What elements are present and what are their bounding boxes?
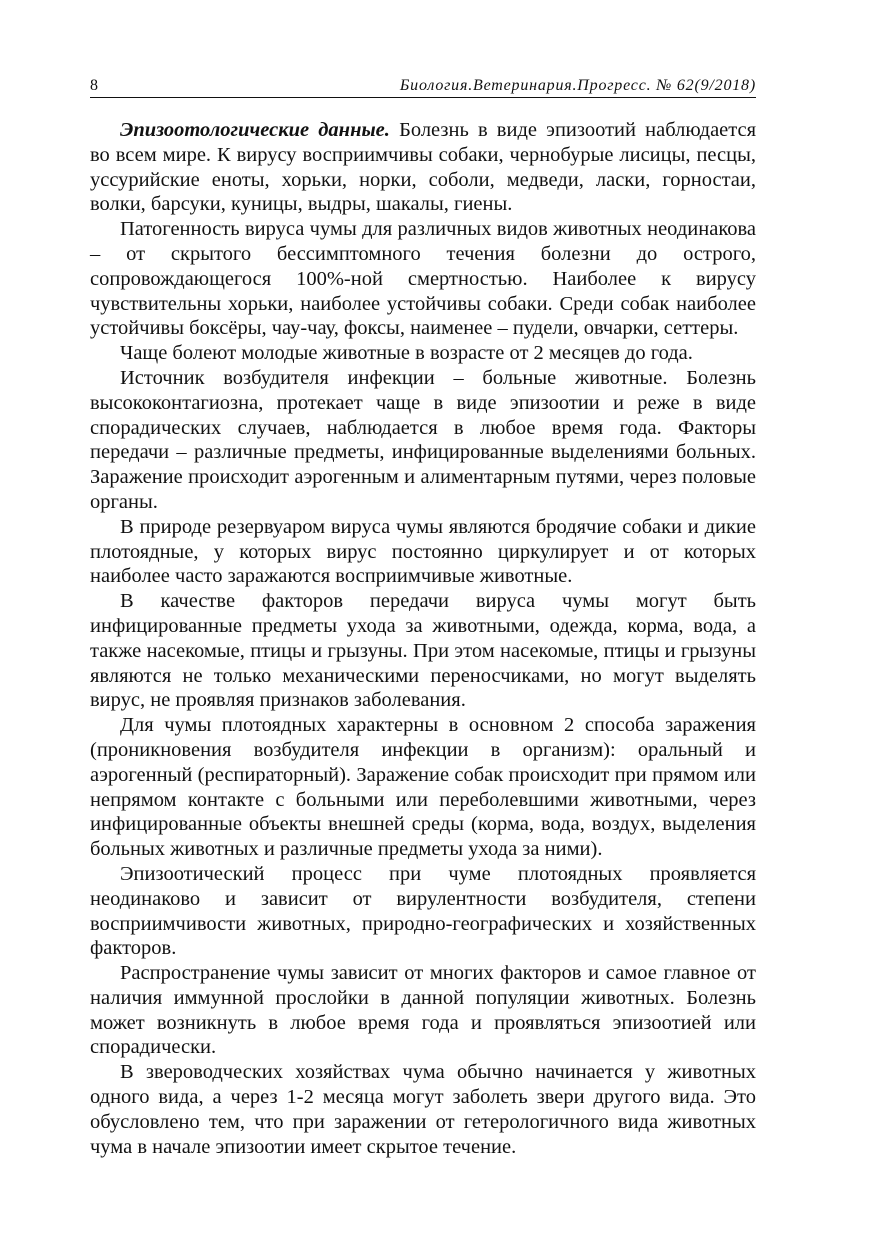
- paragraph-transmission-factors: В качестве факторов передачи вируса чумы могут быть инфицированные предметы ухода за животными, одежда, корма, вода, а также насекомые, птицы и грызуны. При этом насекомые, птицы и грызуны являются не только механическими переносчиками, но могут выделять вирус, не проявляя признаков заболевания.: [90, 590, 756, 712]
- paragraph-pathogenicity: Патогенность вируса чумы для различных видов животных неодинакова – от скрытого бессимптомного течения болезни до острого, сопровождающегося 100%-ной смертностью. Наиболее к вирусу чувствительны хорьки, наиболее устойчивы собаки. Среди собак наиболее устойчивы боксёры, чау-чау, фоксы, наименее – пудели, овчарки, сеттеры.: [90, 218, 756, 340]
- running-header: [90, 76, 756, 98]
- paragraph-source: Источник возбудителя инфекции – больные животные. Болезнь высококонтагиозна, протекает чаще в виде эпизоотии и реже в виде спорадических случаев, наблюдается в любое время года. Факторы передачи – различные предметы, инфицированные выделениями больных. Заражение происходит аэрогенным и алиментарным путями, через половые органы.: [90, 366, 756, 513]
- section-heading: Эпизоотологические данные.: [120, 119, 390, 141]
- paragraph-age: Чаще болеют молодые животные в возрасте от 2 месяцев до года.: [120, 342, 693, 365]
- journal-page: [90, 76, 756, 1159]
- paragraph-text: Болезнь в виде эпизоотий наблюдается во всем мире. К вирусу восприимчивы собаки, чернобурые лисицы, песцы, уссурийские еноты, хорьки, норки, соболи, медведи, ласки, горностаи, волки, барсуки, куницы, выдры, шакалы, гиены.: [90, 119, 757, 216]
- paragraph-spread: Распространение чумы зависит от многих факторов и самое главное от наличия иммунной прослойки в данной популяции животных. Болезнь может возникнуть в любое время года и проявляться эпизоотией или спорадически.: [90, 962, 756, 1059]
- paragraph-epizootic-process: Эпизоотический процесс при чуме плотоядных проявляется неодинаково и зависит от вирулентности возбудителя, степени восприимчивости животных, природно-географических и хозяйственных факторов.: [90, 862, 756, 960]
- article-body: [90, 118, 756, 1159]
- paragraph-fur-farms: В звероводческих хозяйствах чума обычно начинается у животных одного вида, а через 1-2 месяца могут заболеть звери другого вида. Это обусловлено тем, что при заражении от гетерологичного вида животных чума в начале эпизоотии имеет скрытое течение.: [90, 1061, 756, 1158]
- paragraph-reservoir: В природе резервуаром вируса чумы являются бродячие собаки и дикие плотоядные, у которых вирус постоянно циркулирует и от которых наиболее часто заражаются восприимчивые животные.: [90, 515, 756, 588]
- page-number: 8: [90, 77, 98, 94]
- paragraph-infection-routes: Для чумы плотоядных характерны в основном 2 способа заражения (проникновения возбудителя инфекции в организм): оральный и аэрогенный (респираторный). Заражение собак происходит при прямом или непрямом контакте с больными или переболевшими животными, через инфицированные объекты внешней среды (корма, вода, воздух, выделения больных животных и различные предметы ухода за ними).: [90, 714, 756, 861]
- journal-title: Биология.Ветеринария.Прогресс. № 62(9/2018): [399, 77, 756, 94]
- paragraph-epizootology: [90, 118, 756, 217]
